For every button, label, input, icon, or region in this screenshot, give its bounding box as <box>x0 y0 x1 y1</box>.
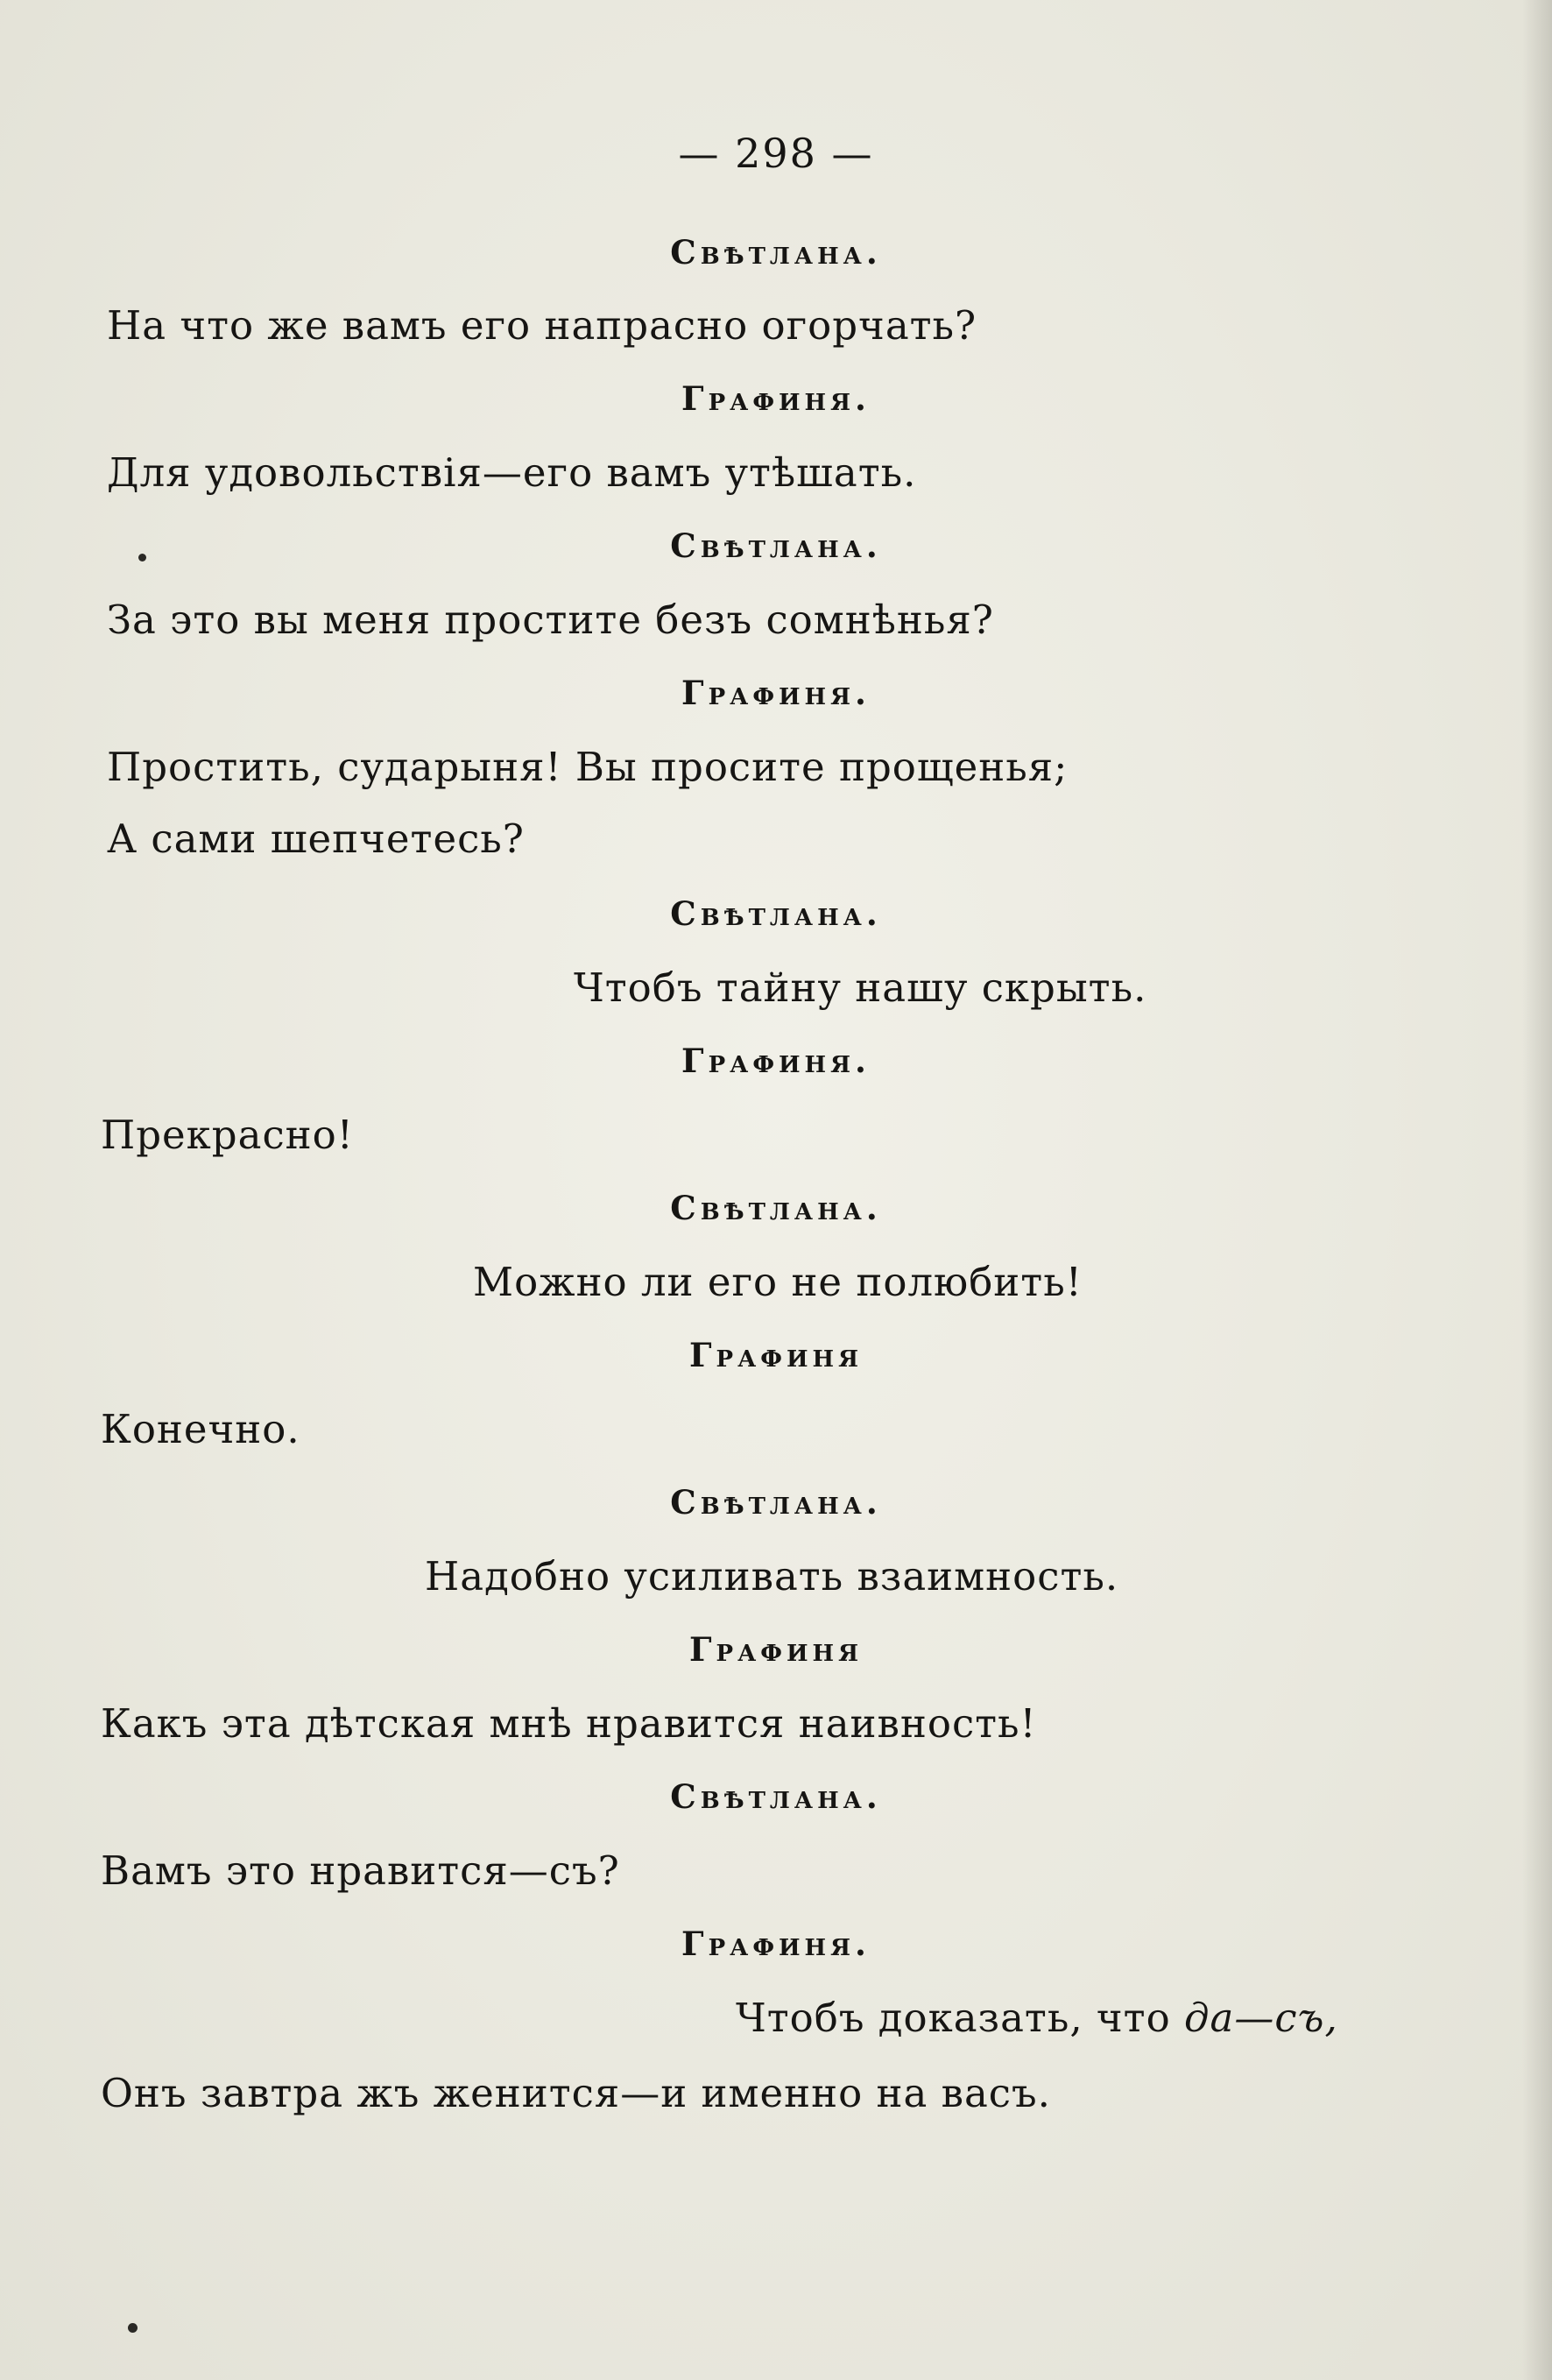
speaker-name: Свѣтлана. <box>670 1777 882 1816</box>
speaker-name: Графиня. <box>681 1924 871 1963</box>
ink-speck <box>138 554 146 561</box>
speaker-name: Графиня. <box>681 379 871 418</box>
verse-line: Простить, сударыня! Вы просите прощенья; <box>107 744 1069 790</box>
speaker-name: Графиня. <box>681 1042 871 1080</box>
speaker-name: Свѣтлана. <box>670 1483 882 1522</box>
verse-line: На что же вамъ его напрасно огорчать? <box>107 302 977 349</box>
verse-line: Для удовольствія—его вамъ утѣшать. <box>107 449 917 496</box>
verse-line <box>736 1994 1338 2043</box>
speaker-name: Графиня. <box>681 674 871 712</box>
emphasized-word: да—съ, <box>1183 1995 1338 2041</box>
speaker-name: Графиня <box>689 1336 863 1374</box>
verse-line-text: Чтобъ доказать, что <box>736 1995 1184 2041</box>
speaker-name: Свѣтлана. <box>670 233 882 272</box>
verse-line: Прекрасно! <box>101 1112 354 1158</box>
ink-speck <box>128 2323 138 2333</box>
verse-line: Вамъ это нравится—съ? <box>101 1847 620 1894</box>
verse-line: Чтобъ тайну нашу скрыть. <box>574 964 1147 1011</box>
page-number: — 298 — <box>678 130 874 177</box>
verse-line: Надобно усиливать взаимность. <box>425 1553 1119 1600</box>
speaker-name: Графиня <box>689 1630 863 1669</box>
speaker-name: Свѣтлана. <box>670 894 882 933</box>
speaker-name: Свѣтлана. <box>670 526 882 565</box>
verse-line: Онъ завтра жъ женится—и именно на васъ. <box>101 2070 1051 2116</box>
verse-line: А сами шепчетесь? <box>107 816 525 862</box>
verse-line: Конечно. <box>101 1406 300 1452</box>
speaker-name: Свѣтлана. <box>670 1189 882 1227</box>
verse-line: Какъ эта дѣтская мнѣ нравится наивность! <box>101 1700 1037 1747</box>
verse-line: За это вы меня простите безъ сомнѣнья? <box>107 597 994 643</box>
verse-line: Можно ли его не полюбить! <box>473 1259 1083 1305</box>
